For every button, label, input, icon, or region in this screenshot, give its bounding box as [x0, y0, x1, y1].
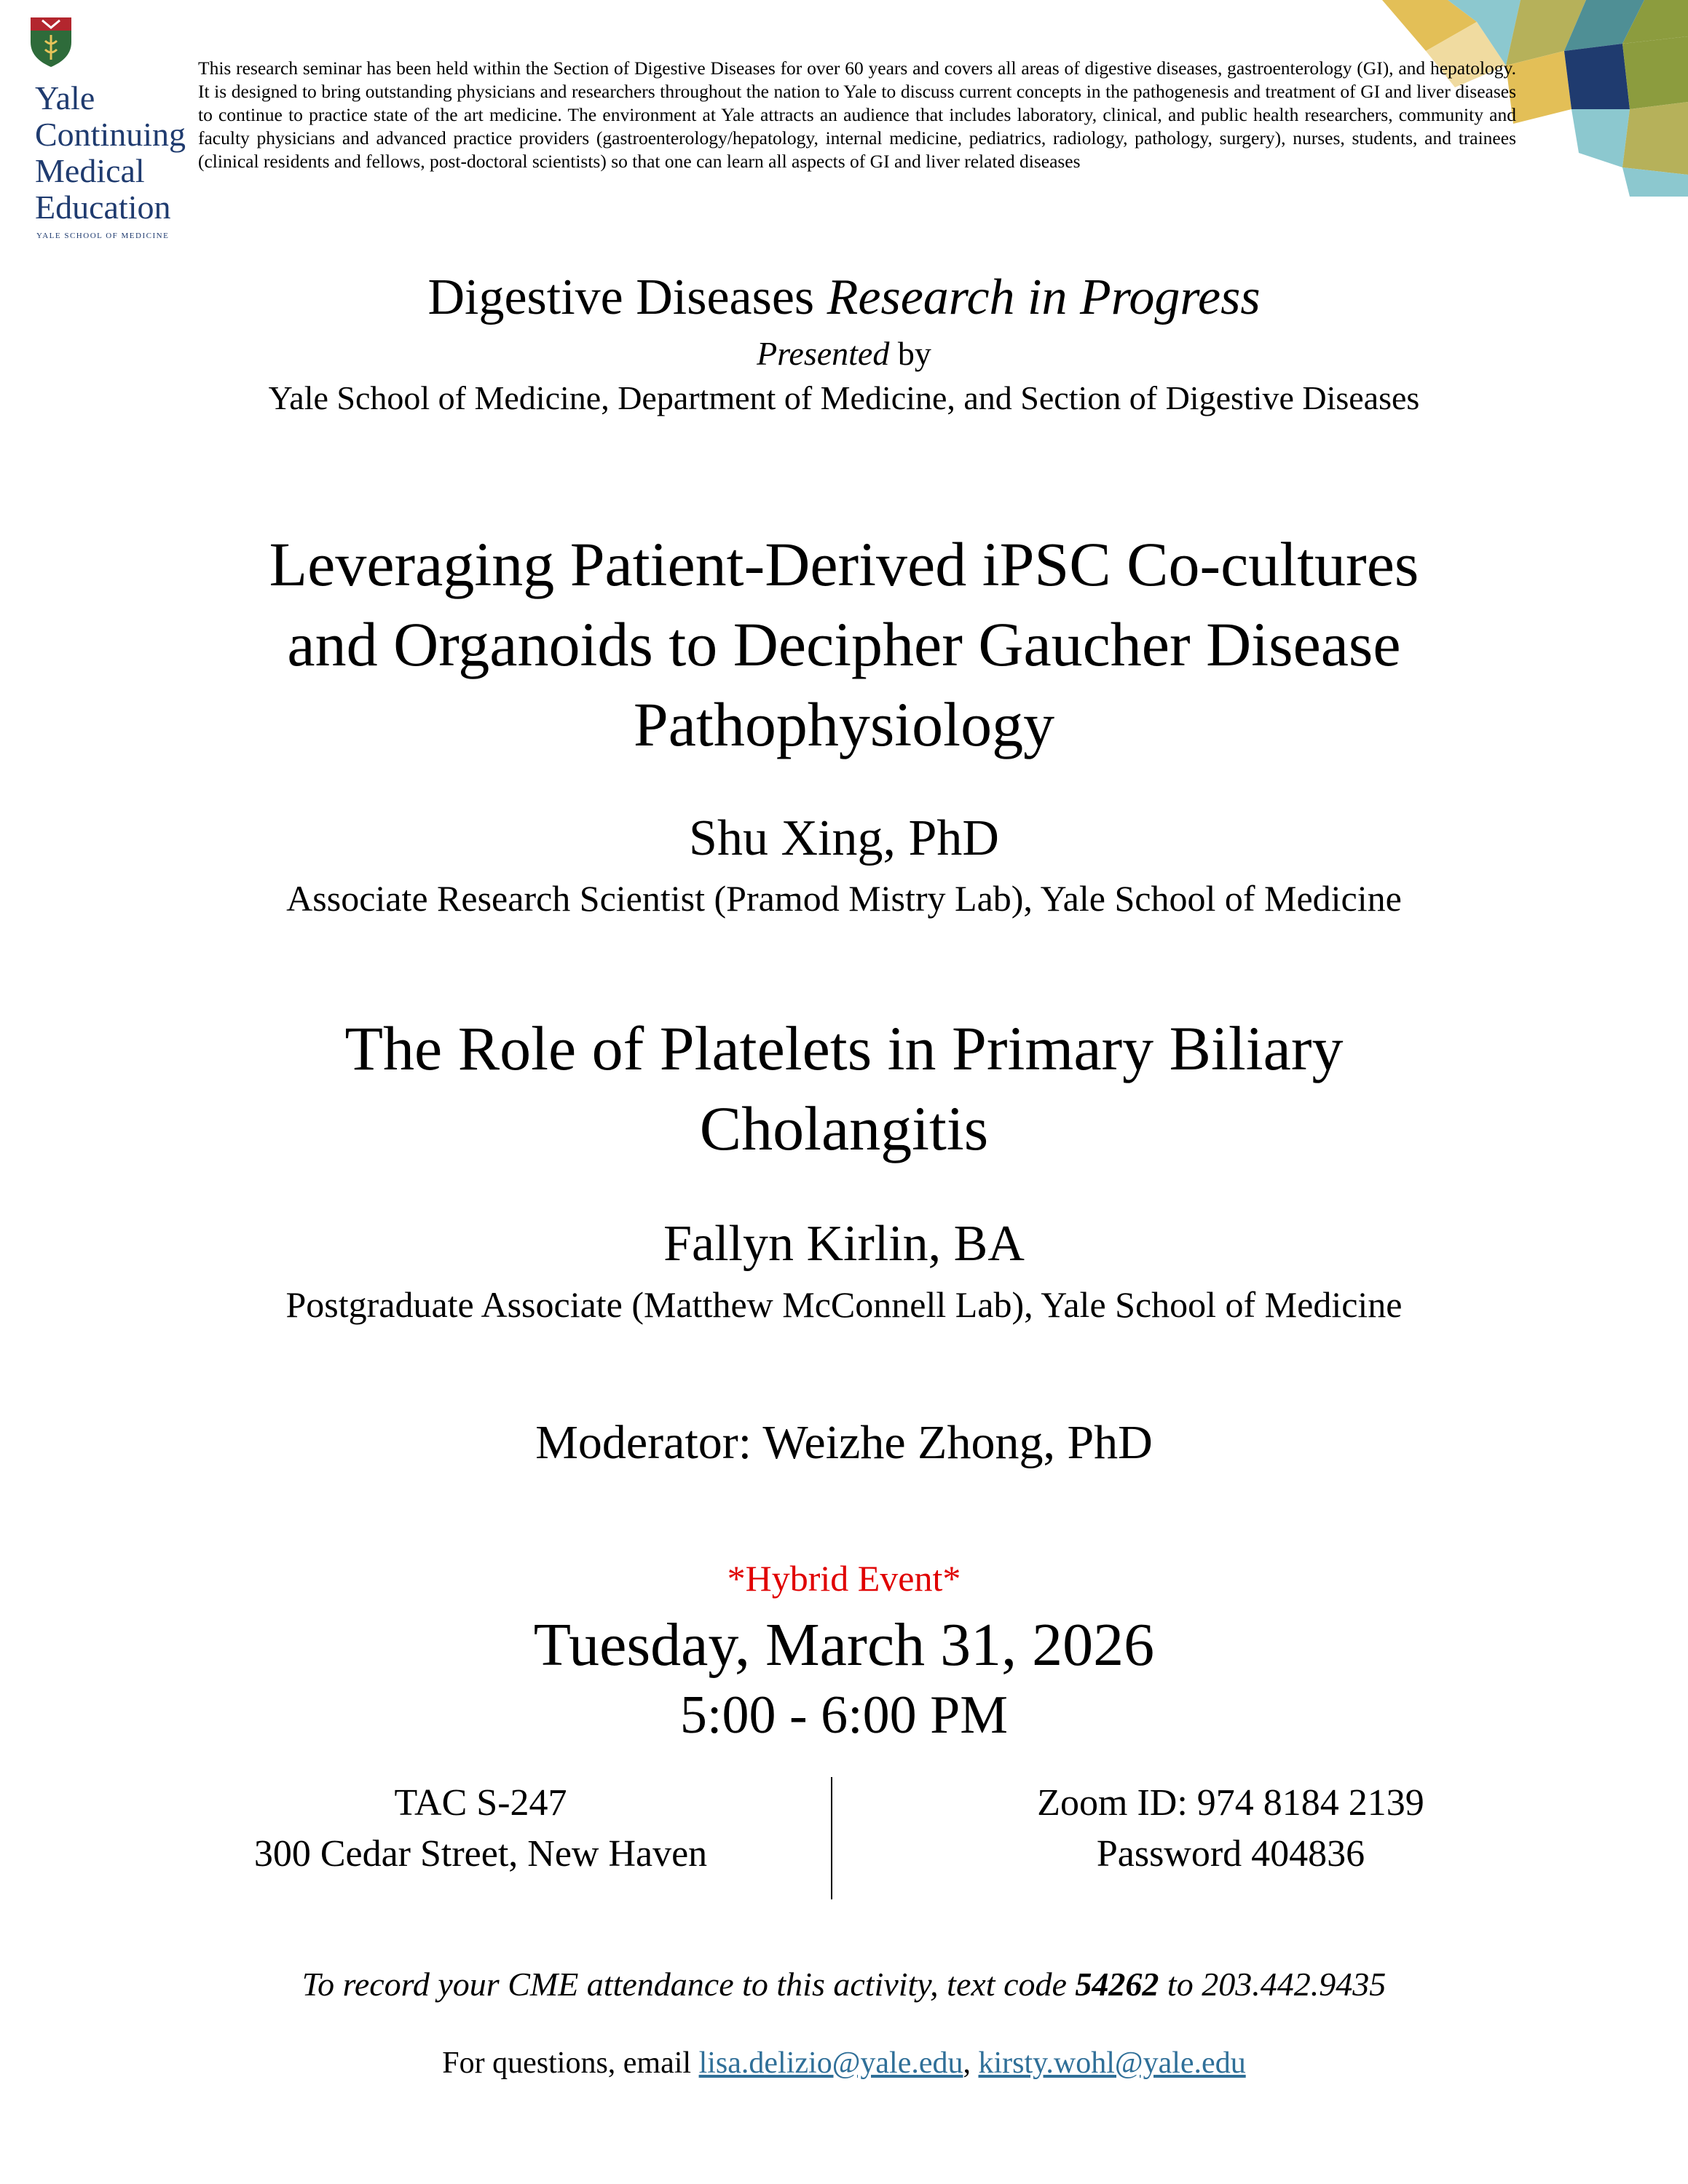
logo-subtitle: YALE SCHOOL OF MEDICINE: [36, 232, 170, 240]
yale-shield-icon: [28, 15, 74, 68]
series-title-plain: Digestive Diseases: [427, 269, 827, 325]
talk-1-title: [0, 524, 1688, 764]
address: 300 Cedar Street, New Haven: [253, 1833, 708, 1875]
presenting-department: Yale School of Medicine, Department of Medicine, and Section of Digestive Diseases: [268, 379, 1420, 416]
cme-instructions: [0, 1964, 1688, 2005]
email-link-lisa[interactable]: lisa.delizio@yale.edu: [698, 2046, 963, 2080]
talk-1-speaker: Shu Xing, PhD: [689, 810, 999, 866]
in-person-location: [146, 1778, 816, 1880]
talk-2-affiliation: Postgraduate Associate (Matthew McConnell Lab), Yale School of Medicine: [285, 1284, 1403, 1325]
presented-by: [0, 333, 1688, 374]
contact-separator: ,: [963, 2046, 979, 2080]
contact-prefix: For questions, email: [442, 2046, 699, 2080]
talk-1-title-line-1: Leveraging Patient-Derived iPSC Co-cultures: [269, 529, 1419, 599]
email-link-kirsty[interactable]: kirsty.wohl@yale.edu: [978, 2046, 1246, 2080]
presented-by-word: by: [889, 335, 931, 372]
talk-1-title-line-2: and Organoids to Decipher Gaucher Disease: [287, 609, 1401, 679]
talk-2-title-line-1: The Role of Platelets in Primary Biliary: [344, 1013, 1344, 1083]
yale-cme-logo: [28, 15, 195, 248]
moderator: Moderator: Weizhe Zhong, PhD: [535, 1416, 1153, 1469]
event-date: Tuesday, March 31, 2026: [533, 1611, 1155, 1679]
cme-prefix: To record your CME attendance to this activity, text code: [301, 1966, 1076, 2003]
logo-line-1: Yale: [35, 79, 95, 116]
seminar-description: This research seminar has been held within the Section of Digestive Diseases for over 60 years and covers all areas of digestive diseases, gastroenterology (GI), and hepatology. It is designed to bring outstanding physicians and researchers throughout the nation to Yale to discuss current concepts in the pathogenesis and treatment of GI and liver diseases to continue to practice state of the art medicine. The environment at Yale attracts an audience that includes laboratory, clinical, and public health researchers, community and faculty physicians and advanced practice providers (gastroenterology/hepatology, internal medicine, pediatrics, radiology, pathology, surgery), nurses, students, and trainees (clinical residents and fellows, post-doctoral scientists) so that one can learn all aspects of GI and liver related diseases: [198, 58, 1516, 172]
talk-2-title: [0, 1008, 1688, 1168]
talk-1-title-line-3: Pathophysiology: [633, 689, 1055, 759]
talk-2-speaker: Fallyn Kirlin, BA: [663, 1216, 1025, 1272]
series-title: [0, 268, 1688, 328]
logo-line-3: Medical: [35, 152, 145, 189]
zoom-password: Password 404836: [1096, 1833, 1365, 1875]
location-divider: [831, 1777, 832, 1899]
logo-line-4: Education: [35, 189, 171, 226]
cme-suffix: to 203.442.9435: [1159, 1966, 1387, 2003]
event-time: 5:00 - 6:00 PM: [679, 1685, 1009, 1745]
talk-2-title-line-2: Cholangitis: [699, 1093, 989, 1163]
contact-line: [0, 2044, 1688, 2082]
presented-italic: Presented: [757, 335, 890, 372]
talk-1-affiliation: Associate Research Scientist (Pramod Mistry Lab), Yale School of Medicine: [286, 878, 1402, 919]
series-title-italic: Research in Progress: [827, 269, 1261, 325]
logo-wordmark: [35, 80, 224, 226]
zoom-id: Zoom ID: 974 8184 2139: [1037, 1782, 1424, 1824]
logo-line-2: Continuing: [35, 116, 186, 153]
zoom-details: [910, 1778, 1551, 1880]
room: TAC S-247: [394, 1782, 567, 1824]
hybrid-event-label: *Hybrid Event*: [727, 1558, 961, 1599]
cme-code: 54262: [1075, 1966, 1159, 2003]
